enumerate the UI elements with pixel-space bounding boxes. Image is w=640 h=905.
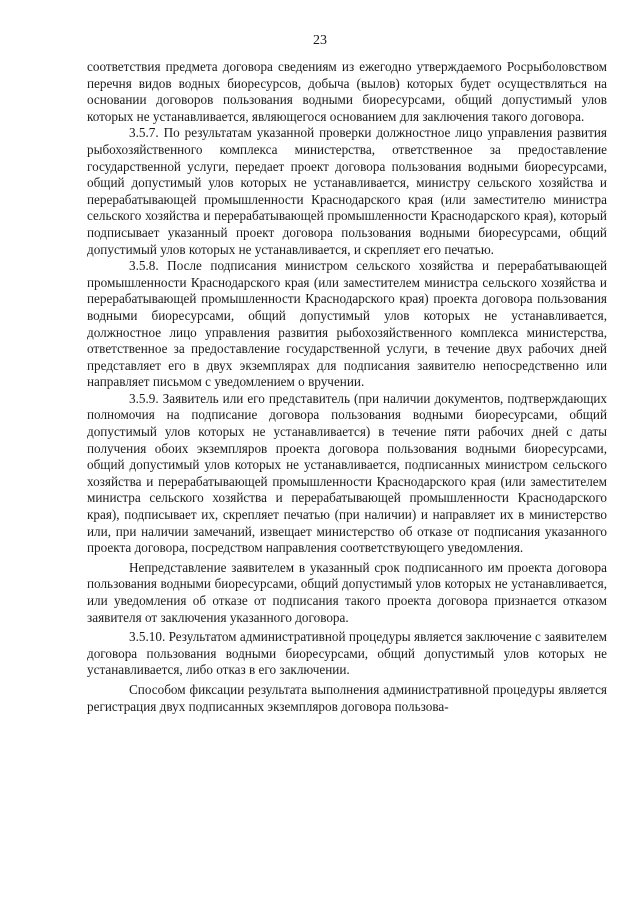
document-body bbox=[87, 59, 607, 715]
paragraph-3-5-9: 3.5.9. Заявитель или его представитель (при наличии документов, подтверждающих полномочия на подписание договора пользования водными биоресурсами, общий допустимый улов которых не устанавливается) в течение пяти рабочих дней с даты получения обоих экземпляров проекта договора пользования водными биоресурсами, общий допустимый улов которых не устанавливается, подписанных министром сельского хозяйства и перерабатывающей промышленности Краснодарского края (или заместителем министра сельского хозяйства и перерабатывающей промышленности Краснодарского края), подписывает их, скрепляет печатью (при наличии) и направляет их в министерство или, при наличии замечаний, извещает министерство об отказе от подписания указанного проекта договора, посредством направления соответствующего уведомления. bbox=[87, 390, 607, 556]
paragraph-fixation-method: Способом фиксации результата выполнения административной процедуры является регистрация двух подписанных экземпляров договора пользова- bbox=[87, 681, 607, 714]
paragraph-continuation: соответствия предмета договора сведениям из ежегодно утверждаемого Росрыболовством перечня видов водных биоресурсов, добыча (вылов) которых будет осуществляться на основании договоров пользования водными биоресурсами, общий допустимый улов которых не устанавливается, являющегося основанием для заключения такого договора. bbox=[87, 59, 607, 124]
page-number: 23 bbox=[313, 33, 327, 48]
paragraph-3-5-10: 3.5.10. Результатом административной процедуры является заключение с заявителем договора пользования водными биоресурсами, общий допустимый улов которых не устанавливается, либо отказ в его заключении. bbox=[87, 629, 607, 678]
paragraph-3-5-8: 3.5.8. После подписания министром сельского хозяйства и перерабатывающей промышленности Краснодарского края (или заместителем министра сельского хозяйства и перерабатывающей промышленности Краснодарского края) проекта договора пользования водными биоресурсами, общий допустимый улов которых не устанавливается, должностное лицо управления развития рыбохозяйственного комплекса министерства, ответственное за предоставление государственной услуги, в течение двух рабочих дней представляет его в двух экземплярах для подписания заявителю непосредственно или направляет письмом с уведомлением о вручении. bbox=[87, 258, 607, 390]
paragraph-3-5-7: 3.5.7. По результатам указанной проверки должностное лицо управления развития рыбохозяйственного комплекса министерства, ответственное за предоставление государственной услуги, передает проект договора пользования водными биоресурсами, общий допустимый улов которых не устанавливается, министру сельского хозяйства и перерабатывающей промышленности Краснодарского края (или заместителю министра сельского хозяйства и перерабатывающей промышленности Краснодарского края), который подписывает указанный проект договора пользования водными биоресурсами, общий допустимый улов которых не устанавливается, и скрепляет его печатью. bbox=[87, 125, 607, 257]
paragraph-non-submission: Непредставление заявителем в указанный срок подписанного им проекта договора пользования водными биоресурсами, общий допустимый улов которых не устанавливается, или уведомления об отказе от подписания такого проекта договора признается отказом заявителя от заключения указанного договора. bbox=[87, 559, 607, 625]
